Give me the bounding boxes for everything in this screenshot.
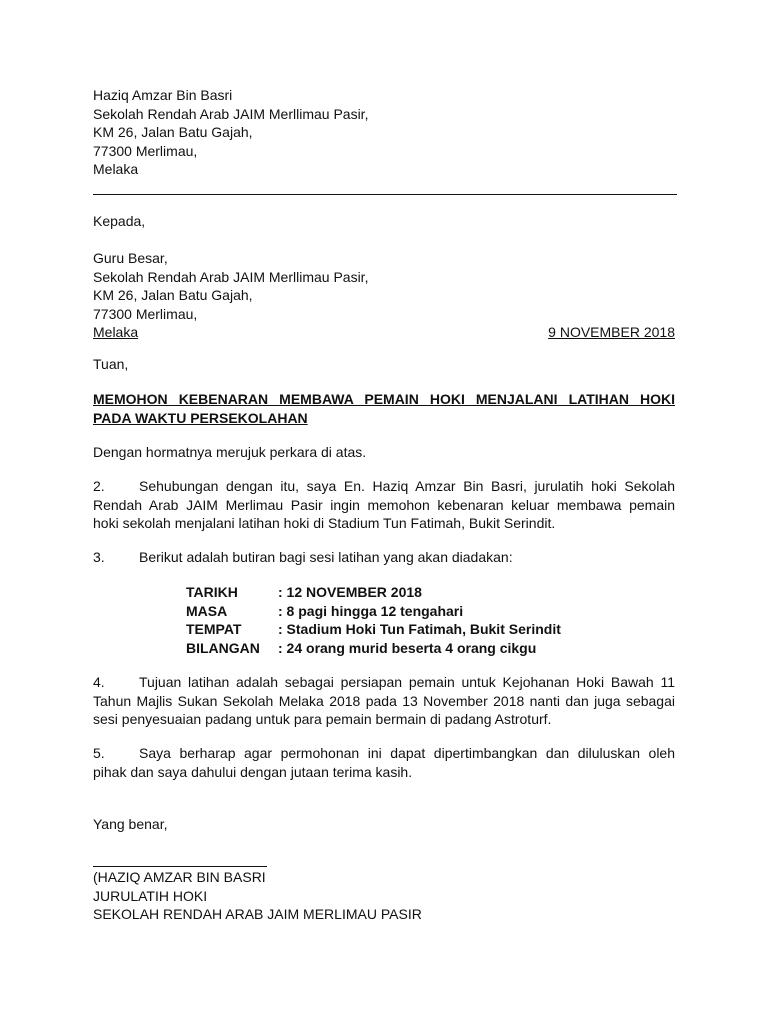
- paragraph-5-line-2: pihak dan saya dahului dengan jutaan terima kasih.: [93, 763, 413, 780]
- signature-school: SEKOLAH RENDAH ARAB JAIM MERLIMAU PASIR: [93, 906, 422, 922]
- subject-heading: [93, 390, 675, 427]
- greeting-text: Tuan,: [93, 356, 129, 372]
- detail-value: : 12 NOVEMBER 2018: [278, 584, 422, 600]
- paragraph-4-number: 4.: [93, 674, 105, 690]
- signature-name: (HAZIQ AMZAR BIN BASRI: [93, 869, 266, 885]
- opening-text: Dengan hormatnya merujuk perkara di atas.: [93, 444, 367, 460]
- sender-state: Melaka: [93, 161, 139, 177]
- paragraph-3-number: 3.: [93, 549, 105, 565]
- paragraph-3-line-1: Berikut adalah butiran bagi sesi latihan yang akan diadakan:: [139, 549, 513, 565]
- recipient-block: [93, 212, 675, 342]
- paragraph-5: [93, 744, 675, 781]
- sender-school: Sekolah Rendah Arab JAIM Merllimau Pasir,: [93, 105, 369, 122]
- subject-line-1: MEMOHON KEBENARAN MEMBAWA PEMAIN HOKI MENJALANI LATIHAN HOKI: [93, 391, 675, 407]
- paragraph-4-line-3: sesi penyesuaian padang untuk para pemain bermain di padang Astroturf.: [93, 711, 552, 727]
- paragraph-2-number: 2.: [93, 478, 105, 494]
- detail-row: [186, 639, 561, 658]
- paragraph-3: [93, 548, 675, 567]
- paragraph-4: [93, 673, 675, 729]
- subject-line-2: PADA WAKTU PERSEKOLAHAN: [93, 409, 308, 426]
- sender-block: [93, 86, 675, 179]
- recipient-state-row: [93, 323, 675, 342]
- detail-label: TARIKH: [186, 584, 238, 600]
- recipient-address-2: 77300 Merlimau,: [93, 305, 198, 322]
- training-details-table: [186, 583, 561, 657]
- paragraph-4-line-1: Tujuan latihan adalah sebagai persiapan pemain untuk Kejohanan Hoki Bawah 11: [139, 674, 675, 690]
- paragraph-2-line-1: Sehubungan dengan itu, saya En. Haziq Amzar Bin Basri, jurulatih hoki Sekolah: [139, 478, 675, 494]
- sender-name: Haziq Amzar Bin Basri: [93, 87, 233, 103]
- recipient-title: Guru Besar,: [93, 250, 168, 266]
- detail-row: [186, 602, 561, 621]
- paragraph-2: [93, 477, 675, 533]
- detail-row: [186, 620, 561, 639]
- sender-address-1: KM 26, Jalan Batu Gajah,: [93, 124, 253, 140]
- detail-value: : Stadium Hoki Tun Fatimah, Bukit Serindit: [278, 621, 561, 637]
- header-divider: [93, 194, 677, 195]
- closing: [93, 815, 675, 834]
- recipient-school: Sekolah Rendah Arab JAIM Merllimau Pasir,: [93, 268, 369, 285]
- recipient-address-1: KM 26, Jalan Batu Gajah,: [93, 287, 253, 303]
- greeting: [93, 355, 675, 374]
- paragraph-2-line-2: Rendah Arab JAIM Merlimau Pasir ingin memohon kebenaran keluar membawa pemain: [93, 496, 675, 513]
- paragraph-2-line-3: hoki sekolah menjalani latihan hoki di Stadium Tun Fatimah, Bukit Serindit.: [93, 515, 556, 531]
- paragraph-4-line-2: Tahun Majlis Sukan Sekolah Melaka 2018 pada 13 November 2018 nanti dan juga sebagai: [93, 692, 675, 709]
- signature-role: JURULATIH HOKI: [93, 887, 208, 904]
- signature-block: [93, 868, 675, 924]
- detail-value: : 8 pagi hingga 12 tengahari: [278, 602, 464, 619]
- sender-address-2: 77300 Merlimau,: [93, 142, 198, 159]
- recipient-to: Kepada,: [93, 213, 146, 229]
- closing-text: Yang benar,: [93, 816, 168, 832]
- paragraph-5-number: 5.: [93, 745, 105, 761]
- letter-date: 9 NOVEMBER 2018: [548, 324, 675, 340]
- signature-line: [93, 866, 267, 867]
- detail-row: [186, 583, 561, 602]
- detail-label: MASA: [186, 602, 228, 619]
- recipient-state: Melaka: [93, 324, 139, 340]
- detail-value: : 24 orang murid beserta 4 orang cikgu: [278, 639, 537, 656]
- detail-label: BILANGAN: [186, 639, 260, 656]
- detail-label: TEMPAT: [186, 621, 242, 637]
- opening-paragraph: [93, 443, 675, 462]
- paragraph-5-line-1: Saya berharap agar permohonan ini dapat dipertimbangkan dan diluluskan oleh: [139, 745, 675, 761]
